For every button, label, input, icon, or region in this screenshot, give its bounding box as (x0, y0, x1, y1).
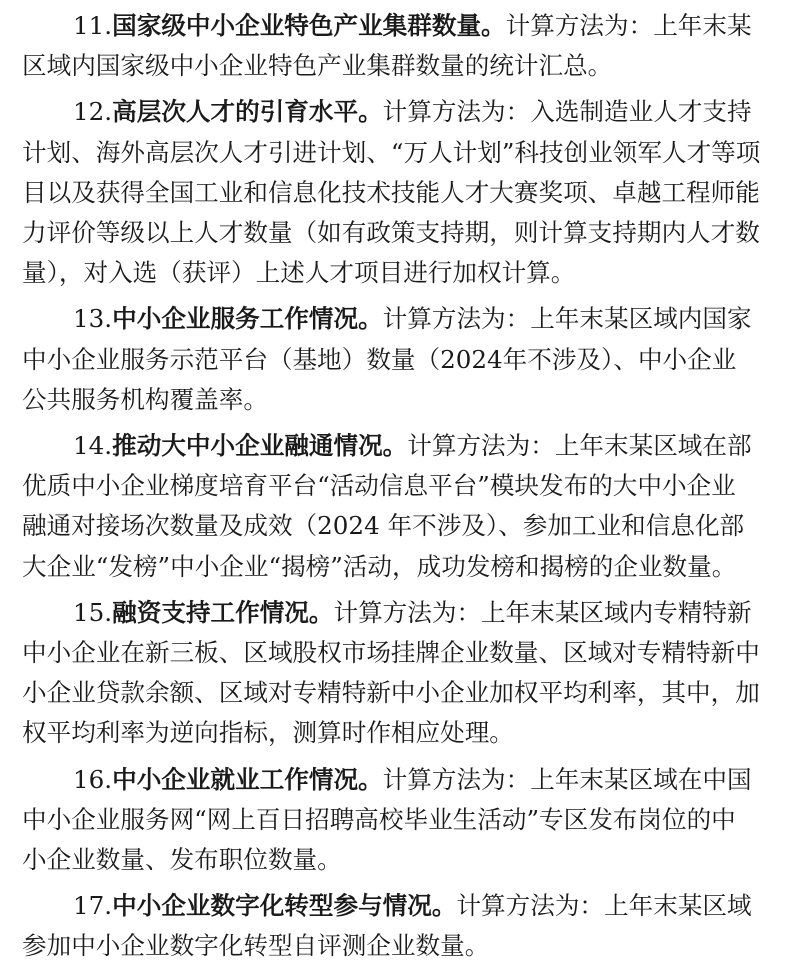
item-number: 11. (73, 11, 113, 40)
text-line (22, 133, 774, 173)
item-number: 13. (73, 304, 113, 334)
indicator-item (22, 886, 774, 966)
item-body-text: 中小企业服务示范平台（基地）数量（2024年不涉及）、中小企业 (22, 344, 737, 374)
item-heading: 国家级中小企业特色产业集群数量。 (112, 11, 506, 40)
text-line (22, 593, 774, 633)
text-line (22, 506, 774, 546)
item-heading: 中小企业服务工作情况。 (112, 304, 383, 334)
item-heading: 融资支持工作情况。 (112, 597, 334, 627)
item-number: 15. (73, 597, 113, 627)
item-body-text: 小企业数量、发布职位数量。 (22, 845, 342, 875)
text-line (22, 926, 774, 966)
text-line (22, 213, 774, 253)
item-number: 14. (73, 431, 113, 461)
item-body-text: 计算方法为：上年末某 (505, 11, 752, 40)
text-line (22, 633, 774, 673)
item-body-text: 融通对接场次数量及成效（2024 年不涉及）、参加工业和信息化部 (22, 511, 745, 541)
text-line (22, 466, 774, 506)
text-line (22, 6, 774, 46)
text-line (22, 673, 774, 713)
text-line (22, 426, 774, 466)
text-line (22, 547, 774, 587)
text-line (22, 380, 774, 420)
item-number: 12. (73, 97, 113, 127)
indicator-item (22, 299, 774, 420)
item-body-text: 权平均利率为逆向指标，测算时作相应处理。 (22, 718, 514, 748)
text-line (22, 46, 774, 86)
item-body-text: 区域内国家级中小企业特色产业集群数量的统计汇总。 (22, 51, 613, 81)
item-body-text: 中小企业在新三板、区域股权市场挂牌企业数量、区域对专精特新中 (22, 638, 760, 668)
item-body-text: 大企业“发榜”中小企业“揭榜”活动，成功发榜和揭榜的企业数量。 (22, 551, 737, 581)
item-heading: 高层次人才的引育水平。 (112, 97, 383, 127)
item-body-text: 小企业贷款余额、区域对专精特新中小企业加权平均利率，其中，加 (22, 678, 760, 708)
item-body-text: 优质中小企业梯度培育平台“活动信息平台”模块发布的大中小企业 (22, 471, 736, 501)
document-page (22, 6, 774, 973)
item-body-text: 计算方法为：上年末某区域在部 (407, 431, 752, 461)
item-body-text: 量），对入选（获评）上述人才项目进行加权计算。 (22, 258, 576, 288)
text-line (22, 760, 774, 800)
indicator-item (22, 760, 774, 881)
item-heading: 中小企业就业工作情况。 (112, 764, 383, 794)
item-heading: 中小企业数字化转型参与情况。 (112, 891, 457, 921)
indicator-item (22, 593, 774, 754)
text-line (22, 340, 774, 380)
text-line (22, 840, 774, 880)
item-body-text: 计划、海外高层次人才引进计划、“万人计划”科技创业领军人才等项 (22, 137, 761, 167)
indicator-item (22, 92, 774, 293)
text-line (22, 299, 774, 339)
text-line (22, 92, 774, 132)
item-body-text: 目以及获得全国工业和信息化技术技能人才大赛奖项、卓越工程师能 (22, 177, 760, 207)
item-body-text: 中小企业服务网“网上百日招聘高校毕业生活动”专区发布岗位的中 (22, 804, 736, 834)
item-body-text: 计算方法为：上年末某区域 (456, 891, 752, 921)
item-heading: 推动大中小企业融通情况。 (112, 431, 408, 461)
item-number: 16. (73, 764, 113, 794)
item-body-text: 计算方法为：上年末某区域在中国 (382, 764, 752, 794)
item-body-text: 计算方法为：上年末某区域内国家 (382, 304, 752, 334)
item-body-text: 计算方法为：上年末某区域内专精特新 (333, 597, 752, 627)
text-line (22, 173, 774, 213)
text-line (22, 713, 774, 753)
item-body-text: 力评价等级以上人才数量（如有政策支持期，则计算支持期内人才数 (22, 218, 760, 248)
text-line (22, 886, 774, 926)
item-body-text: 公共服务机构覆盖率。 (22, 384, 268, 414)
item-number: 17. (73, 891, 113, 921)
text-line (22, 253, 774, 293)
text-line (22, 800, 774, 840)
item-body-text: 计算方法为：入选制造业人才支持 (382, 97, 752, 127)
indicator-item (22, 6, 774, 86)
indicator-item (22, 426, 774, 587)
item-body-text: 参加中小企业数字化转型自评测企业数量。 (22, 931, 490, 961)
